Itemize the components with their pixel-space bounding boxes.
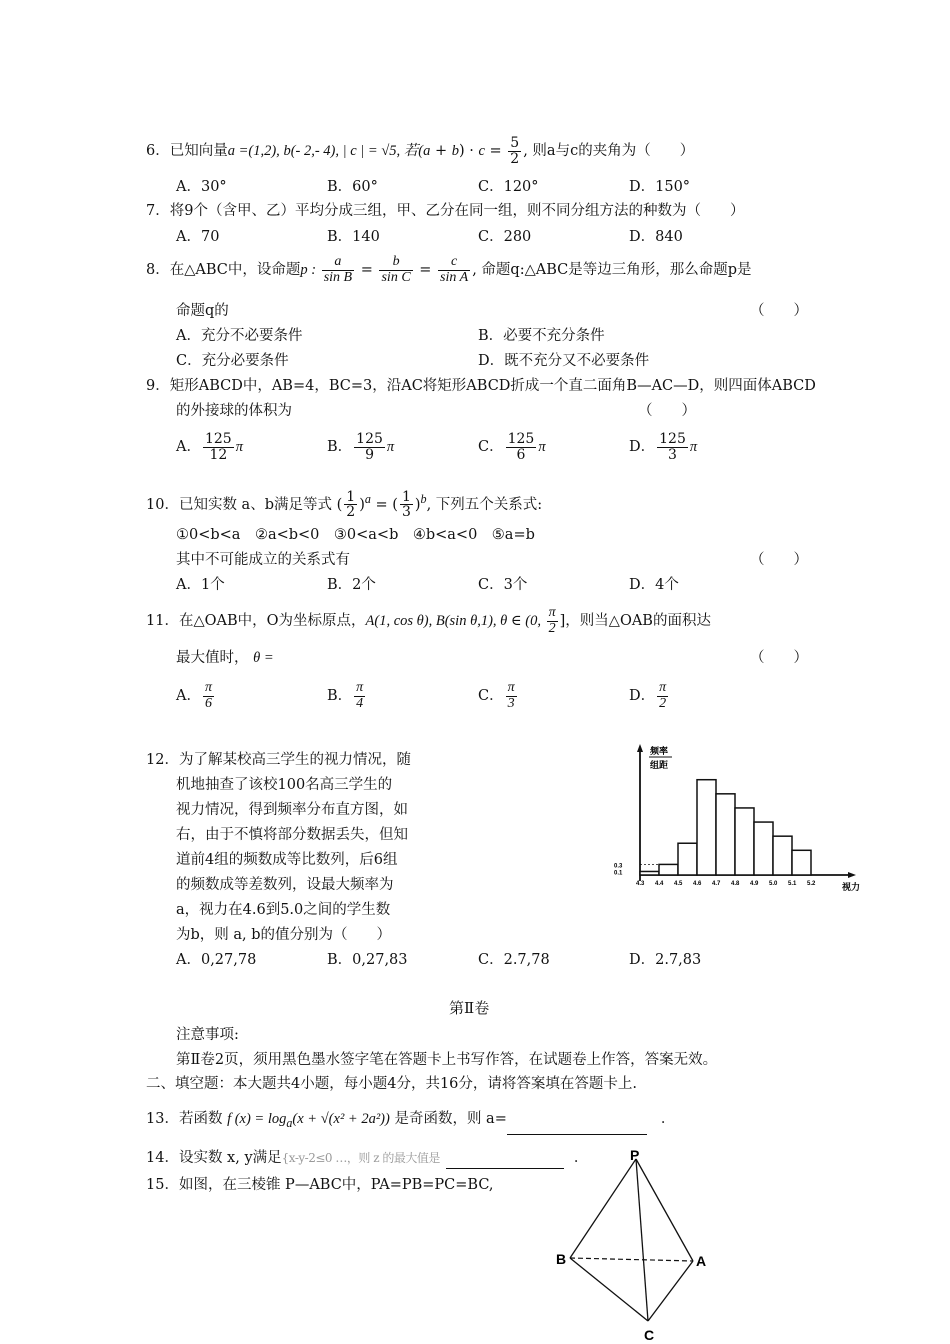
x-tick-label: 5.1 bbox=[788, 881, 797, 887]
q8-line2: 命题q的 bbox=[176, 303, 229, 319]
y-axis-label-bottom: 组距 bbox=[650, 760, 669, 770]
q8-option-c: C．充分必要条件 bbox=[176, 353, 289, 369]
q10-stem: 10．已知实数 a、b满足等式 ( $\frac{1}{2}$ )$^a$ = ( $\frac{1}{3}$ )$^b$, 下列五个关系式: bbox=[146, 488, 543, 521]
q8-stem: 8．在△ABC中，设命题p : $\frac{a}{\text{sin B}}$ = $\frac{b}{\text{sin C}}$ = $\frac{c}{\text{sin A}}$ , 命题q:△ABC是等边三角形，那么命题p是 bbox=[146, 253, 752, 285]
q9-answer-paren: （ ） bbox=[638, 403, 696, 419]
q11-line2: 最大值时， θ = bbox=[176, 650, 274, 666]
q10-option-d: D．4个 bbox=[629, 577, 679, 593]
y-axis-arrow bbox=[637, 744, 643, 752]
q12-option-c: C．2.7,78 bbox=[478, 952, 550, 968]
q8-option-d: D．既不充分又不必要条件 bbox=[478, 353, 650, 369]
q14-blurred-constraint: {x-y-2≤0 …，则 z 的最大值是 bbox=[281, 1151, 440, 1165]
q14-answer-blank[interactable] bbox=[446, 1148, 564, 1169]
q11-option-d: D． $\frac{\pi}{2}$ bbox=[629, 679, 667, 711]
histogram-bar bbox=[792, 850, 811, 875]
q7-option-c: C．280 bbox=[478, 229, 532, 245]
x-tick-label: 4.3 bbox=[636, 881, 645, 887]
histogram-bar bbox=[773, 836, 792, 875]
q9-option-c: C． $\frac{125}{6}$ π bbox=[478, 430, 546, 463]
x-tick-label: 4.7 bbox=[712, 881, 721, 887]
vertex-label-b: B bbox=[556, 1251, 567, 1267]
q12-line: 道前4组的频数成等比数列，后6组 bbox=[176, 852, 398, 868]
notice-text: 第Ⅱ卷2页，须用黑色墨水签字笔在答题卡上书写作答，在试题卷上作答，答案无效。 bbox=[176, 1052, 718, 1068]
q6-option-a: A．30° bbox=[176, 179, 227, 195]
y-axis-label-top: 频率 bbox=[650, 746, 669, 756]
q12-line: 的频数成等差数列，设最大频率为 bbox=[176, 877, 394, 893]
section-heading: 二、填空题：本大题共4小题，每小题4分，共16分，请将答案填在答题卡上. bbox=[146, 1076, 638, 1092]
q8-option-b: B．必要不充分条件 bbox=[478, 328, 605, 344]
histogram-bar bbox=[716, 794, 735, 875]
notice-title: 注意事项: bbox=[176, 1027, 239, 1043]
vertex-label-c: C bbox=[644, 1327, 655, 1343]
vertex-label-a: A bbox=[696, 1253, 707, 1269]
q15-stem: 15．如图，在三棱锥 P—ABC中，PA=PB=PC=BC, bbox=[146, 1177, 494, 1193]
q13-stem: 13．若函数 f $(x) = \log_a(x + √(x^2 + 2a^2))$ 是奇函数，则 a= ． bbox=[146, 1104, 675, 1138]
q11-option-a: A． $\frac{\pi}{6}$ bbox=[176, 679, 212, 711]
x-axis-arrow bbox=[848, 872, 856, 878]
q10-option-b: B．2个 bbox=[327, 577, 376, 593]
q12-option-d: D．2.7,83 bbox=[629, 952, 702, 968]
histogram-bar bbox=[735, 808, 754, 875]
q12-option-a: A．0,27,78 bbox=[176, 952, 257, 968]
q11-answer-paren: （ ） bbox=[750, 650, 808, 666]
q8-option-a: A．充分不必要条件 bbox=[176, 328, 303, 344]
q9-option-d: D． $\frac{125}{3}$ π bbox=[629, 430, 698, 463]
q14-stem: 14．设实数 x, y满足{x-y-2≤0 …，则 z 的最大值是 ． bbox=[146, 1148, 588, 1169]
x-tick-label: 4.5 bbox=[674, 881, 683, 887]
y-tick-label: 0.3 bbox=[614, 863, 623, 870]
x-tick-label: 4.8 bbox=[731, 881, 740, 887]
x-tick-label: 5.0 bbox=[769, 881, 778, 887]
edge-pc bbox=[636, 1159, 648, 1321]
q9-line1: 9．矩形ABCD中，AB=4，BC=3，沿AC将矩形ABCD折成一个直二面角B—AC—D，则四面体ABCD bbox=[146, 378, 816, 394]
q10-answer-paren: （ ） bbox=[750, 552, 808, 568]
edge-bc bbox=[570, 1258, 648, 1321]
q10-relations: ①0<b<a ②a<b<0 ③0<a<b ④b<a<0 ⑤a=b bbox=[176, 527, 535, 543]
histogram-chart bbox=[612, 740, 872, 900]
y-tick-label: 0.1 bbox=[614, 870, 623, 877]
edge-pb bbox=[570, 1159, 636, 1258]
part2-title: 第Ⅱ卷 bbox=[449, 999, 490, 1017]
q7-option-b: B．140 bbox=[327, 229, 380, 245]
edge-pa bbox=[636, 1159, 693, 1261]
q7-option-a: A．70 bbox=[176, 229, 220, 245]
q12-line: 为b，则 a, b的值分别为（ ） bbox=[176, 927, 392, 943]
q6-option-c: C．120° bbox=[478, 179, 539, 195]
q12-line: 12．为了解某校高三学生的视力情况，随 bbox=[146, 752, 411, 768]
q6-option-b: B．60° bbox=[327, 179, 378, 195]
histogram-bar bbox=[678, 843, 697, 875]
q6-fraction: $\frac{5}{2}$ bbox=[510, 135, 520, 167]
q12-line: 右，由于不慎将部分数据丢失，但知 bbox=[176, 827, 408, 843]
x-tick-label: 4.9 bbox=[750, 881, 759, 887]
q9-option-b: B． $\frac{125}{9}$ π bbox=[327, 430, 395, 463]
q8-answer-paren: （ ） bbox=[750, 303, 808, 319]
histogram-bar bbox=[659, 864, 678, 875]
q6-stem: 6．已知向量a =(1,2), b(- 2,- 4), | c | = √5, 若(a + b) · c = $\frac{5}{2}$ , 则a与c的夹角为（ ） bbox=[146, 135, 695, 167]
edge-ac bbox=[648, 1261, 693, 1321]
q12-option-b: B．0,27,83 bbox=[327, 952, 408, 968]
x-tick-label: 4.4 bbox=[655, 881, 664, 887]
q11-stem: 11．在△OAB中，O为坐标原点，A(1, cos θ), B(sin θ,1), θ ∈ (0, $\frac{\pi}{2}$ ]，则当△OAB的面积达 bbox=[146, 604, 711, 636]
q12-line: a，视力在4.6到5.0之间的学生数 bbox=[176, 902, 391, 918]
histogram-bar bbox=[697, 780, 716, 875]
histogram-bar bbox=[754, 822, 773, 875]
x-axis-label: 视力 bbox=[842, 882, 861, 892]
q12-line: 机地抽查了该校100名高三学生的 bbox=[176, 777, 393, 793]
x-tick-label: 4.6 bbox=[693, 881, 702, 887]
q10-line3: 其中不可能成立的关系式有 bbox=[176, 552, 350, 568]
q10-option-c: C．3个 bbox=[478, 577, 528, 593]
q13-answer-blank[interactable] bbox=[507, 1104, 647, 1135]
q7-option-d: D．840 bbox=[629, 229, 683, 245]
q11-option-b: B． $\frac{\pi}{4}$ bbox=[327, 679, 364, 711]
q9-line2: 的外接球的体积为 bbox=[176, 403, 292, 419]
q9-option-a: A． $\frac{125}{12}$ π bbox=[176, 430, 243, 463]
vertex-label-p: P bbox=[630, 1147, 640, 1163]
q7-stem: 7．将9个（含甲、乙）平均分成三组，甲、乙分在同一组，则不同分组方法的种数为（ ） bbox=[146, 203, 745, 219]
histogram-bar bbox=[640, 871, 659, 875]
x-tick-label: 5.2 bbox=[807, 881, 816, 887]
q11-option-c: C． $\frac{\pi}{3}$ bbox=[478, 679, 515, 711]
edge-ab-hidden bbox=[570, 1258, 693, 1261]
pyramid-figure bbox=[550, 1144, 730, 1344]
q12-line: 视力情况，得到频率分布直方图，如 bbox=[176, 802, 408, 818]
q10-option-a: A．1个 bbox=[176, 577, 225, 593]
q6-option-d: D．150° bbox=[629, 179, 691, 195]
